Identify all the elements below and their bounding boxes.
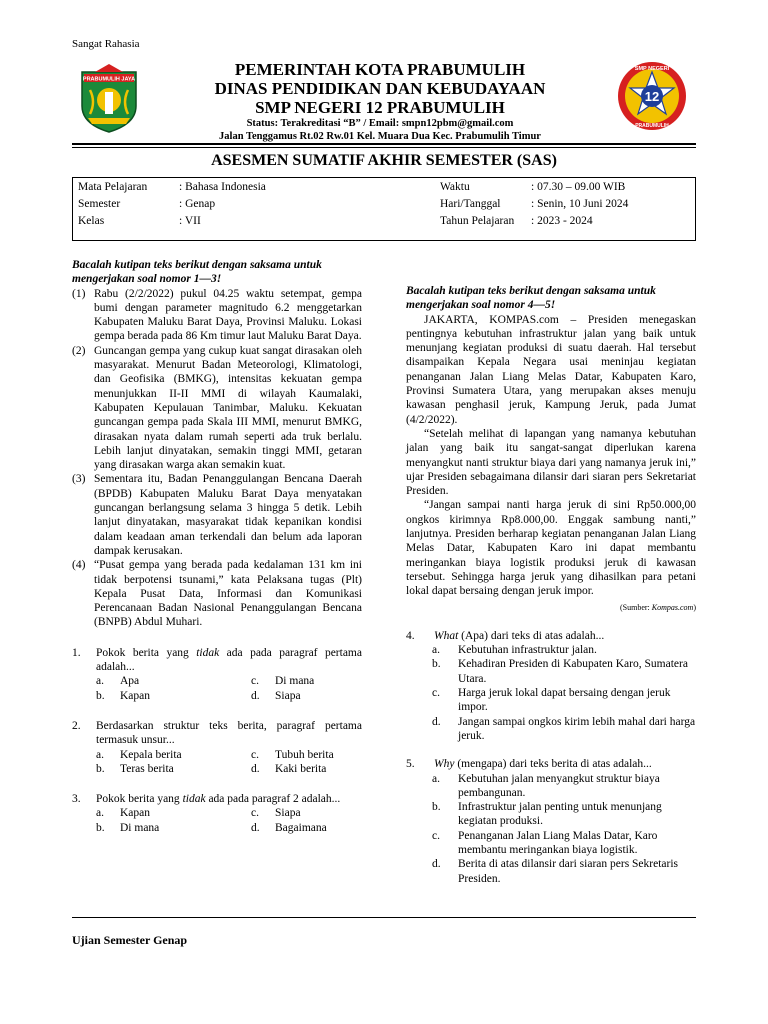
instruction-1-3: Bacalah kutipan teks berikut dengan saksama untuk mengerjakan soal nomor 1—3! <box>72 259 322 286</box>
header-divider-thick <box>72 143 696 145</box>
paragraph-text: Guncangan gempa yang cukup kuat sangat dirasakan oleh masyarakat. Menurut Badan Meteorologi, Klimatologi, dan Geofisika (BMKG), intensitas kekuatan gempa menunjukkan II-II MMI di wilayah Kaumalaki, Kabupaten Kepulauan Tanimbar, Maluku. Kekuatan guncangan gempa pada Skala III MMI, menurut BMKG, dirasakan nyata dalam rumah seperti ada truk berlalu. Lebih lanjut dinyatakan, semakin tinggi MMI, getaran yang dirasakan warga akan semakin kuat. <box>94 344 362 472</box>
subject-value: : Bahasa Indonesia <box>179 181 266 193</box>
question-text: Pokok berita yang tidak ada pada paragraf pertama adalah... <box>96 646 362 674</box>
option-c[interactable]: c. Tubuh berita <box>251 748 334 761</box>
question-text: Pokok berita yang tidak ada pada paragraf 2 adalah... <box>96 793 341 806</box>
article-paragraph: “Jangan sampai nanti harga jeruk di sini Rp50.000,00 ongkos kirimnya Rp8.000,00. Enggak sambung nanti,” lanjutnya. Presiden berharap kegiatan penanganan Jalan Liang Melas Datar, Kabupaten Karo ini dapat membantu meringankan biaya logistik produksi jeruk di kawasan tersebut. Sehingga harga jeruk yang dihasilkan para petani lokal dapat bersaing dengan jeruk impor. <box>406 499 696 598</box>
option-d[interactable]: d. Kaki berita <box>251 762 327 775</box>
exam-info-table <box>72 177 696 241</box>
instruction-4-5: Bacalah kutipan teks berikut dengan saksama untuk mengerjakan soal nomor 4—5! <box>406 285 656 312</box>
question-number: 5. <box>406 758 415 771</box>
exam-title: ASESMEN SUMATIF AKHIR SEMESTER (SAS) <box>211 152 557 169</box>
question-number: 1. <box>72 646 81 659</box>
school-badge-logo <box>616 60 688 132</box>
option-a[interactable]: a. Kapan <box>96 807 151 820</box>
option-d[interactable]: d. Jangan sampai ongkos kirim lebih mahal dari harga jeruk. <box>432 715 696 742</box>
question-number: 2. <box>72 719 81 732</box>
option-a[interactable]: a. Apa <box>96 675 140 688</box>
article-paragraph: JAKARTA, KOMPAS.com – Presiden menegaskan pentingnya kebutuhan infrastruktur jalan yang baik untuk menunjang kegiatan produksi di suatu daerah. Hal tersebut disampaikan Kepala Negara usai meninjau kegiatan penanganan Jalan Liang Melas Datar, Kabupaten Karo, Provinsi Sumatera Utara, yang merupakan akses menuju kawasan penghasil jeruk, Kampung Jeruk, pada Jumat (4/2/2022). <box>406 313 696 426</box>
paragraph-text: Sementara itu, Badan Penanggulangan Bencana Daerah (BPDB) Kabupaten Maluku Barat Daya menyatakan guncangan berlangsung selama 3 hingga 5 detik. Lebih lanjut dinyatakan, masyarakat tidak kepanikan kondisi dalam keadaan aman terkendali dan belum ada laporan dampak kerusakan. <box>94 473 362 557</box>
news-paragraph <box>72 344 362 473</box>
option-b[interactable]: b. Kapan <box>96 689 151 702</box>
school-name: SMP NEGERI 12 PRABUMULIH <box>255 98 505 117</box>
class-value: : VII <box>179 215 201 227</box>
news-paragraph <box>72 472 362 558</box>
subject-label: Mata Pelajaran <box>78 181 148 193</box>
right-column <box>406 284 696 886</box>
option-b[interactable]: b. Infrastruktur jalan penting untuk menunjang kegiatan produksi. <box>432 801 662 828</box>
time-value: : 07.30 – 09.00 WIB <box>531 181 626 193</box>
left-column <box>72 258 362 835</box>
paragraph-number: (3) <box>72 473 86 486</box>
news-paragraph <box>72 287 362 344</box>
option-b[interactable]: b. Kehadiran Presiden di Kabupaten Karo, Sumatera Utara. <box>432 658 688 685</box>
option-d[interactable]: d. Berita di atas dilansir dari siaran pers Sekretaris Presiden. <box>432 858 679 885</box>
footer-text: Ujian Semester Genap <box>72 933 188 947</box>
option-d[interactable]: d. Siapa <box>251 689 301 702</box>
footer-divider <box>72 917 696 918</box>
article-source: (Sumber: Kompas.com) <box>619 602 696 612</box>
badge-bottom-text: PRABUMULIH <box>635 123 669 129</box>
emblem-banner-text: PRABUMULIH JAYA <box>82 76 136 83</box>
question-5 <box>406 757 696 886</box>
date-value: : Senin, 10 Juni 2024 <box>531 198 629 210</box>
paragraph-number: (2) <box>72 344 86 357</box>
option-d[interactable]: d. Bagaimana <box>251 821 327 834</box>
semester-value: : Genap <box>179 198 216 210</box>
school-address: Jalan Tenggamus Rt.02 Rw.01 Kel. Muara Dua Kec. Prabumulih Timur <box>219 131 541 142</box>
question-text: Berdasarkan struktur teks berita, paragraf pertama termasuk unsur... <box>96 719 362 747</box>
option-a[interactable]: a. Kebutuhan infrastruktur jalan. <box>432 644 597 657</box>
city-emblem-logo <box>78 62 140 134</box>
government-name: PEMERINTAH KOTA PRABUMULIH <box>234 60 526 79</box>
option-c[interactable]: c. Penanganan Jalan Liang Malas Datar, Karo membantu meringankan biaya logistik. <box>432 829 658 856</box>
header-divider-thin <box>72 147 696 148</box>
question-number: 4. <box>406 629 415 642</box>
option-c[interactable]: c. Di mana <box>251 675 315 688</box>
option-b[interactable]: b. Di mana <box>96 821 160 834</box>
question-2 <box>72 719 362 776</box>
semester-label: Semester <box>78 198 121 210</box>
year-label: Tahun Pelajaran <box>440 215 515 227</box>
paragraph-text: Rabu (2/2/2022) pukul 04.25 waktu setempat, gempa bumi dengan parameter magnitudo 6.2 menggetarkan Kabupaten Maluku Barat Daya, Provinsi Maluku. Lokasi gempa berada pada 86 Km timur laut Maluku Barat Daya. <box>94 287 362 343</box>
question-1 <box>72 646 362 703</box>
paragraph-number: (1) <box>72 287 86 300</box>
question-3 <box>72 792 362 835</box>
question-text: What (Apa) dari teks di atas adalah... <box>434 629 605 642</box>
option-a[interactable]: a. Kepala berita <box>96 748 182 761</box>
badge-top-text: SMP NEGERI <box>634 66 670 72</box>
option-a[interactable]: a. Kebutuhan jalan menyangkut struktur biaya pembangunan. <box>432 772 660 799</box>
school-status: Status: Terakreditasi “B” / Email: smpn12pbm@gmail.com <box>246 118 514 129</box>
article-paragraph: “Setelah melihat di lapangan yang namanya kebutuhan jalan yang baik itu sangat-sangat diperlukan karena menyangkut nanti struktur biaya dari yang namanya jeruk ini,” ujar Presiden sebagaimana dilansir dari siaran pers Sekretariat Presiden. <box>406 427 696 498</box>
question-number: 3. <box>72 793 81 806</box>
news-paragraph <box>72 558 362 629</box>
time-label: Waktu <box>440 181 470 193</box>
paragraph-number: (4) <box>72 559 86 572</box>
option-c[interactable]: c. Siapa <box>251 807 301 820</box>
option-c[interactable]: c. Harga jeruk lokal dapat bersaing dengan jeruk impor. <box>432 687 671 714</box>
question-4 <box>406 629 696 743</box>
department-name: DINAS PENDIDIKAN DAN KEBUDAYAAN <box>214 79 546 98</box>
news-article <box>406 313 696 599</box>
paragraph-text: “Pusat gempa yang berada pada kedalaman 131 km ini tidak berpotensi tsunami,” kata Pelaksana tugas (Plt) Kepala Pusat Data, Informasi dan Komunikasi Perencanaan Badan Nasional Penanggulangan Bencana (BNPB) Abdul Muhari. <box>94 559 362 629</box>
date-label: Hari/Tanggal <box>440 198 501 210</box>
letterhead <box>150 60 610 143</box>
class-label: Kelas <box>78 215 105 227</box>
classification-label: Sangat Rahasia <box>72 38 140 50</box>
question-text: Why (mengapa) dari teks berita di atas adalah... <box>434 758 652 771</box>
option-b[interactable]: b. Teras berita <box>96 762 174 775</box>
year-value: : 2023 - 2024 <box>531 215 593 227</box>
badge-number: 12 <box>644 89 660 104</box>
